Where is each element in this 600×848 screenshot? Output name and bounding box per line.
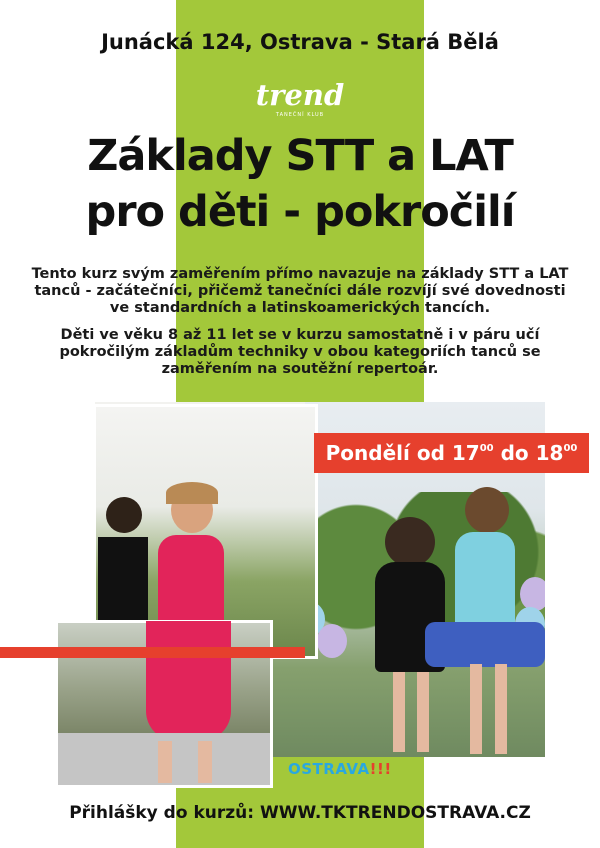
address: Junácká 124, Ostrava - Stará Bělá [101, 30, 499, 54]
description-paragraph-2: Děti ve věku 8 až 11 let se v kurzu samostatně i v páru učí pokročilým základům techniky v obou kategoriích tanců se zaměřením na soutěžní repertoár. [59, 327, 541, 377]
description-paragraph-1: Tento kurz svým zaměřením přímo navazuje na základy STT a LAT tanců - začátečníci, přičemž tanečníci dále rozvíjí své dovednosti ve standardních a latinskoamerických tancích. [31, 266, 569, 316]
page-title [0, 128, 600, 240]
city-tag [288, 760, 392, 778]
title-line-2: pro děti - pokročilí [85, 187, 515, 237]
red-accent-stripe [0, 647, 305, 658]
schedule-prefix: Pondělí od 17 [325, 441, 480, 465]
city-tag-exclaim: !!! [369, 760, 392, 778]
trend-logo [0, 80, 600, 118]
registration-footer: Přihlášky do kurzů: WWW.TKTRENDOSTRAVA.CZ [69, 803, 531, 823]
logo-subtitle: TANEČNÍ KLUB [275, 112, 325, 118]
schedule-middle: do 18 [493, 441, 564, 465]
logo-word: trend [255, 78, 345, 112]
schedule-badge [314, 433, 589, 473]
course-description [30, 266, 570, 388]
title-line-1: Základy STT a LAT [87, 131, 513, 181]
stage-photo [55, 620, 273, 788]
schedule-to-minutes: 00 [563, 443, 578, 454]
city-tag-text: OSTRAVA [288, 760, 370, 778]
schedule-from-minutes: 00 [479, 443, 494, 454]
